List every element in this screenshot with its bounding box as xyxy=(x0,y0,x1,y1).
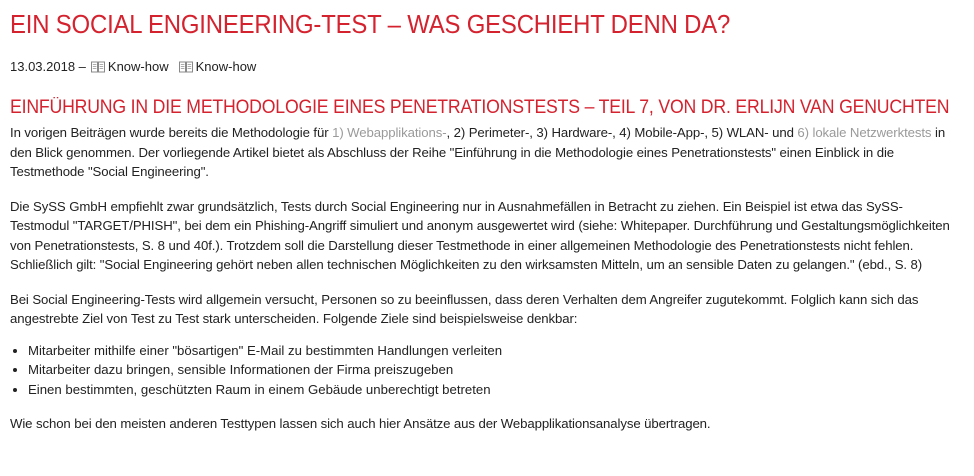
category-link-know-how-2[interactable] xyxy=(179,58,257,76)
paragraph-closing: Wie schon bei den meisten anderen Testtypen lassen sich auch hier Ansätze aus der Webapplikationsanalyse übertragen. xyxy=(10,416,711,431)
category-link-know-how[interactable] xyxy=(91,58,169,76)
intro-text: , 2) Perimeter-, 3) Hardware-, 4) Mobile-App-, 5) WLAN- und xyxy=(446,125,798,140)
link-webapplikations[interactable]: 1) Webapplikations- xyxy=(332,125,447,140)
article-date: 13.03.2018 – xyxy=(10,59,86,74)
category-label: Know-how xyxy=(195,59,257,74)
paragraph-goals-intro: Bei Social Engineering-Tests wird allgemein versucht, Personen so zu beeinflussen, dass deren Verhalten dem Angreifer zugutekommt. Folglich kann sich das angestrebte Ziel von Test zu Test stark unterscheiden. Folgende Ziele sind beispielsweise denkbar: xyxy=(10,291,919,326)
intro-paragraph xyxy=(10,123,960,182)
book-icon xyxy=(179,61,193,73)
link-lokale-netzwerktests[interactable]: 6) lokale Netzwerktests xyxy=(797,125,932,140)
category-label: Know-how xyxy=(107,59,169,74)
book-icon xyxy=(91,61,105,73)
paragraph-syss: Die SySS GmbH empfiehlt zwar grundsätzlich, Tests durch Social Engineering nur in Ausnahmefällen in Betracht zu ziehen. Ein Beispiel ist etwa das SySS-Testmodul "TARGET/PHISH", bei dem ein Phishing-Angriff simuliert und anonym ausgewertet wird (siehe: Whitepaper. Durchführung und Gestaltungsmöglichkeiten von Penetrationstests, S. 8 und 40f.). Trotzdem soll die Darstellung dieser Testmethode in einer allgemeinen Methodologie des Penetrationstests nicht fehlen. Schließlich gilt: "Social Engineering gehört neben allen technischen Möglichkeiten zu den wirksamsten Mitteln, um an sensible Daten zu gelangen." (ebd., S. 8) xyxy=(10,198,950,272)
article-title: EIN SOCIAL ENGINEERING-TEST – WAS GESCHIEHT DENN DA? xyxy=(10,9,731,39)
intro-text: In vorigen Beiträgen wurde bereits die Methodologie für xyxy=(10,125,333,140)
intro-text: in den Blick genommen. Der vorliegende Artikel bietet als Abschluss der Reihe "Einführung in die Methodologie eines Penetrationstests" einen Einblick in die Testmethode "Social Engineering". xyxy=(10,125,946,179)
article-meta xyxy=(10,58,960,76)
goals-list xyxy=(10,341,960,400)
list-item: • Mitarbeiter mithilfe einer "bösartigen" E-Mail zu bestimmten Handlungen verleiten xyxy=(28,341,960,361)
article-subtitle: EINFÜHRUNG IN DIE METHODOLOGIE EINES PENETRATIONSTESTS – TEIL 7, VON DR. ERLIJN VAN GENUCHTEN xyxy=(10,97,950,118)
list-item: • Einen bestimmten, geschützten Raum in einem Gebäude unberechtigt betreten xyxy=(28,380,960,400)
list-item: • Mitarbeiter dazu bringen, sensible Informationen der Firma preiszugeben xyxy=(28,360,960,380)
